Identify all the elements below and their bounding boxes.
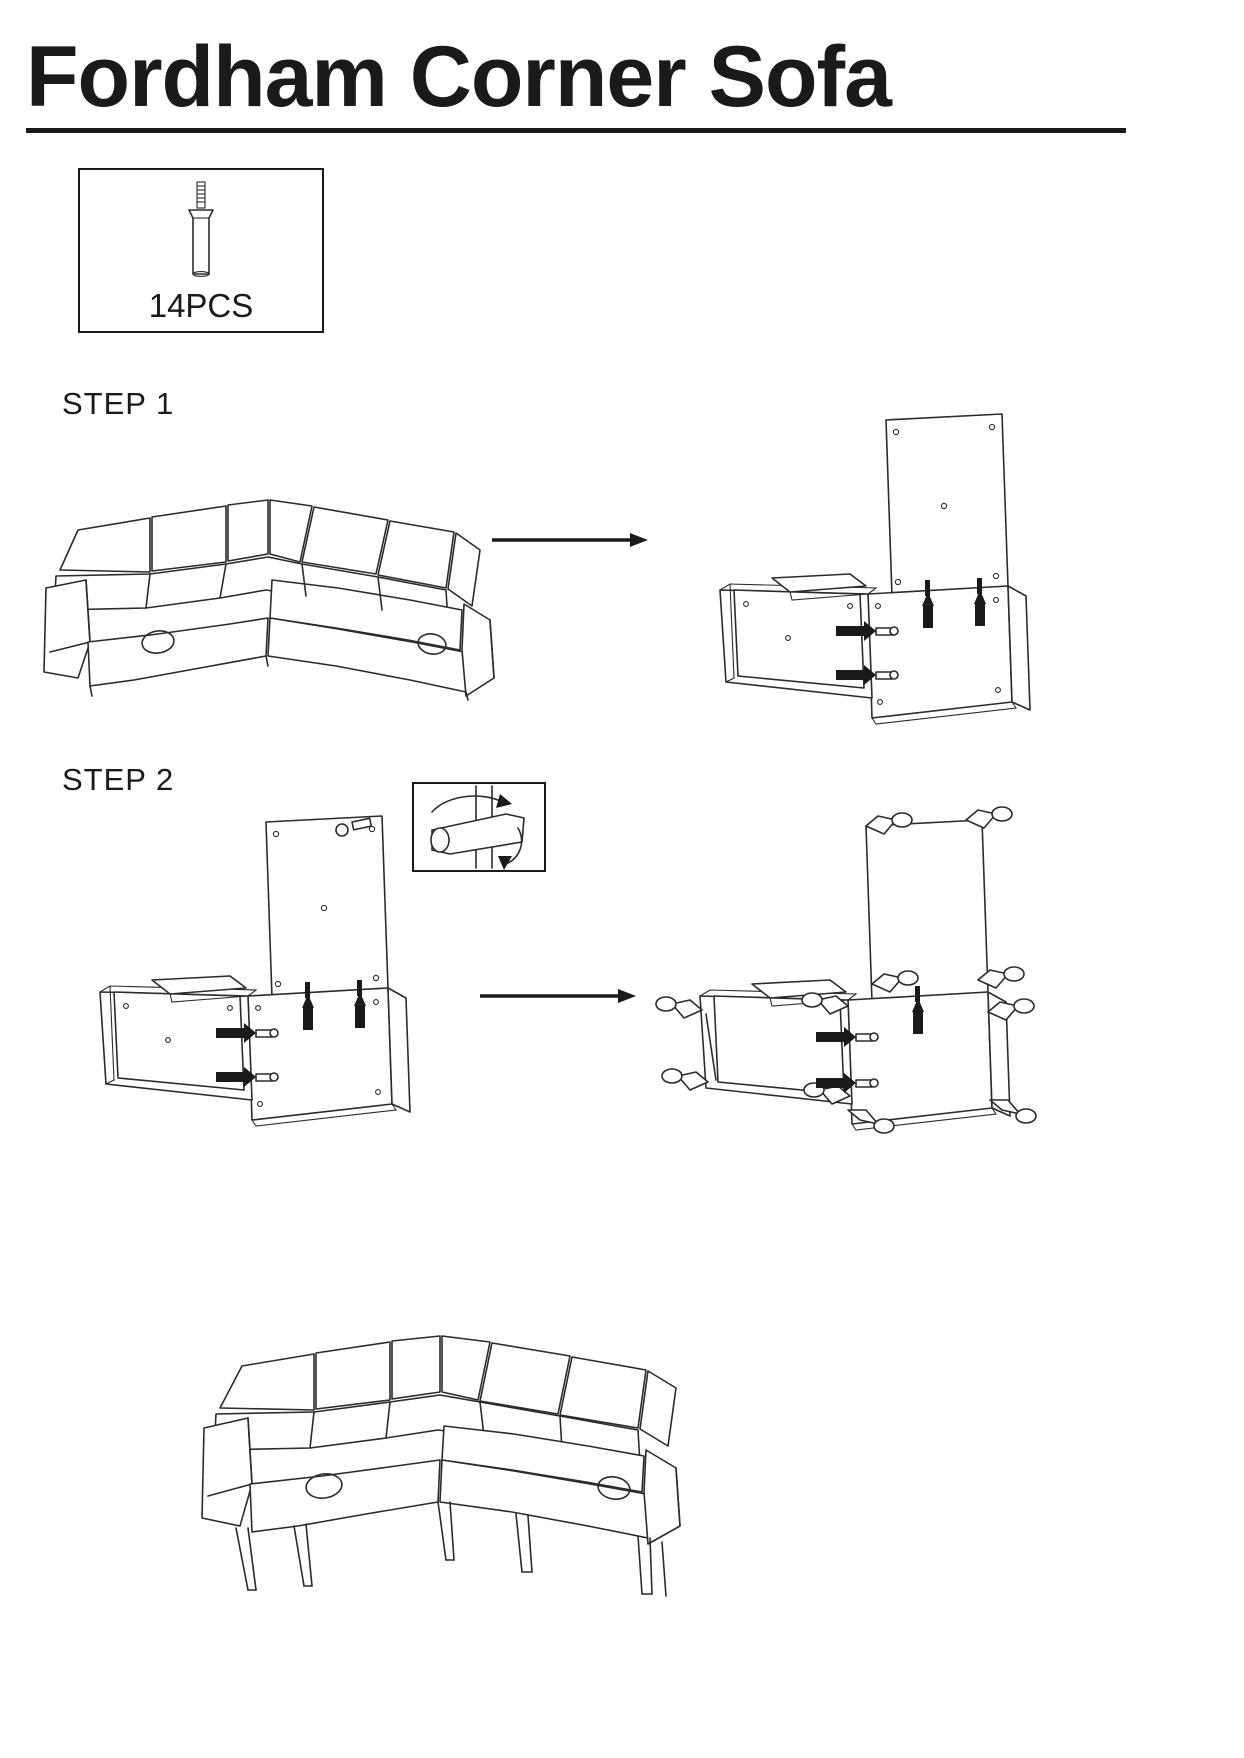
title-divider [26, 128, 1126, 133]
leg [662, 1542, 666, 1596]
title-block [26, 29, 1126, 133]
leg [662, 1069, 708, 1090]
leg [236, 1528, 256, 1590]
leg [638, 1536, 652, 1594]
sofa-sections-upright-with-bolts [720, 414, 1030, 724]
parts-list-box [78, 168, 324, 333]
step-1-diagram [30, 410, 1130, 740]
parts-quantity-label: 14PCS [148, 287, 254, 324]
leg [516, 1514, 532, 1572]
sofa-frame-sections-with-legs-attached [656, 807, 1036, 1133]
leg [990, 1100, 1036, 1123]
step-1-arrow [492, 533, 648, 547]
sofa-frame-sections-with-bolts [100, 816, 410, 1126]
sofa-leg-icon [171, 178, 231, 298]
finished-corner-sofa-with-legs [190, 1260, 1070, 1680]
step-1-label: STEP 1 [62, 386, 175, 421]
page-title: Fordham Corner Sofa [26, 29, 891, 125]
corner-sofa-assembled-view [44, 500, 494, 700]
step-2-diagram [60, 800, 1180, 1220]
leg [294, 1524, 312, 1586]
step-2-label: STEP 2 [62, 762, 175, 797]
leg [438, 1502, 454, 1560]
step-2-arrow [480, 989, 636, 1003]
leg [656, 997, 702, 1018]
